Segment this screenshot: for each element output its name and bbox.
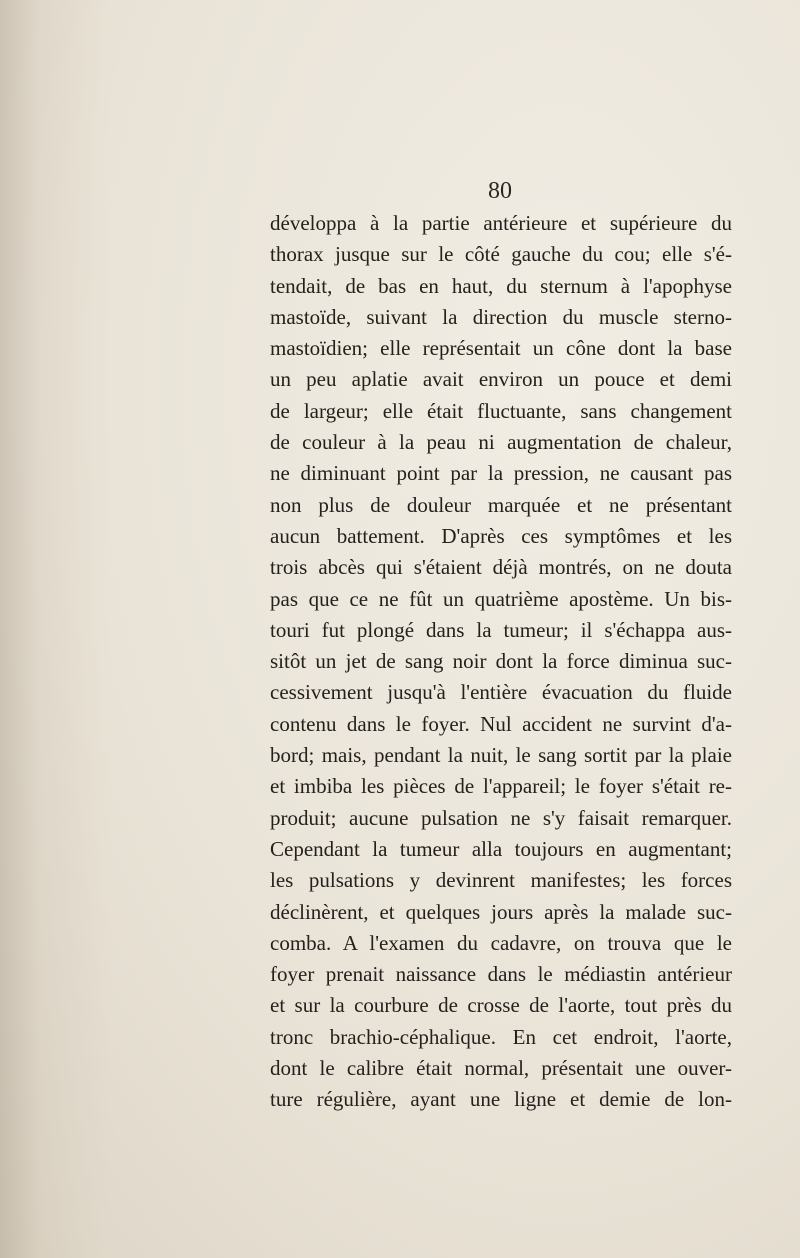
text-line: dont le calibre était normal, présentait une ouver- [270, 1056, 732, 1081]
text-line: comba. A l'examen du cadavre, on trouva que le [270, 930, 732, 955]
text-line: pas que ce ne fût un quatrième apostème. Un bis- [270, 586, 732, 611]
text-line: bord; mais, pendant la nuit, le sang sortit par la plaie [270, 743, 732, 768]
text-line: tendait, de bas en haut, du sternum à l'apophyse [270, 273, 732, 298]
text-line: mastoïdien; elle représentait un cône dont la base [270, 336, 732, 361]
text-line: et sur la courbure de crosse de l'aorte, tout près du [270, 993, 732, 1018]
text-line: tronc brachio-céphalique. En cet endroit, l'aorte, [270, 1024, 732, 1049]
text-line: foyer prenait naissance dans le médiastin antérieur [270, 962, 732, 987]
text-line: produit; aucune pulsation ne s'y faisait remarquer. [270, 805, 732, 830]
text-line: sitôt un jet de sang noir dont la force diminua suc- [270, 649, 732, 674]
text-line: Cependant la tumeur alla toujours en augmentant; [270, 836, 732, 861]
text-line: un peu aplatie avait environ un pouce et demi [270, 367, 732, 392]
text-line: mastoïde, suivant la direction du muscle sterno- [270, 304, 732, 329]
text-line: déclinèrent, et quelques jours après la malade suc- [270, 899, 732, 924]
text-line: ne diminuant point par la pression, ne causant pas [270, 461, 732, 486]
page-number: 80 [488, 178, 512, 204]
text-line: cessivement jusqu'à l'entière évacuation du fluide [270, 680, 732, 705]
text-line: non plus de douleur marquée et ne présentant [270, 492, 732, 517]
text-line: développa à la partie antérieure et supérieure du [270, 211, 732, 235]
body-text [270, 208, 732, 1116]
text-line: aucun battement. D'après ces symptômes et les [270, 523, 732, 548]
text-line: touri fut plongé dans la tumeur; il s'échappa aus- [270, 617, 732, 642]
text-line: les pulsations y devinrent manifestes; les forces [270, 868, 732, 893]
text-line: ture régulière, ayant une ligne et demie de lon- [270, 1087, 732, 1112]
text-line: trois abcès qui s'étaient déjà montrés, on ne douta [270, 555, 732, 580]
text-line: thorax jusque sur le côté gauche du cou; elle s'é- [270, 242, 732, 267]
text-line: contenu dans le foyer. Nul accident ne survint d'a- [270, 711, 732, 736]
text-line: de largeur; elle était fluctuante, sans changement [270, 398, 732, 423]
text-line: de couleur à la peau ni augmentation de chaleur, [270, 430, 732, 455]
text-line: et imbiba les pièces de l'appareil; le foyer s'était re- [270, 774, 732, 799]
